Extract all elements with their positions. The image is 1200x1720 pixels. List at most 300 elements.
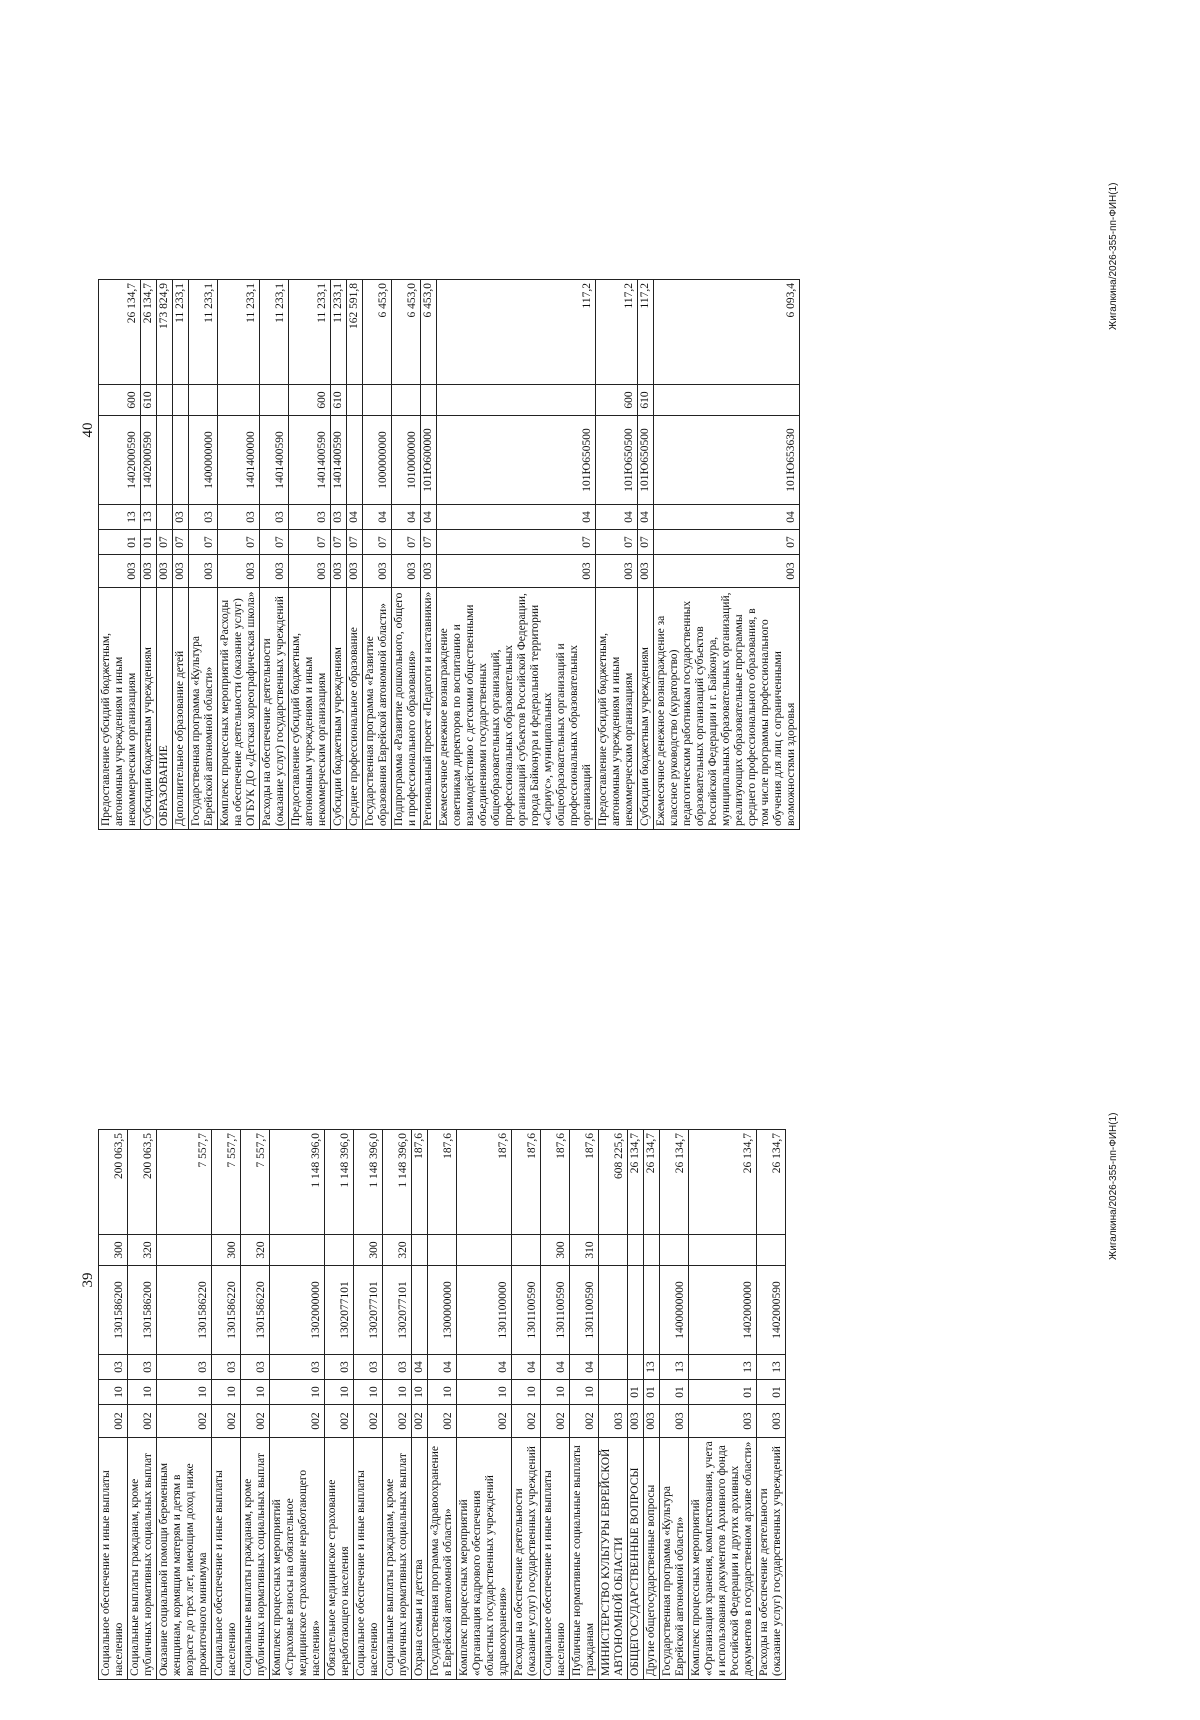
row-amount: 26 134,7 bbox=[141, 280, 157, 385]
row-name: Оказание социальной помощи беременным женщинам, кормящим матерям и детям в возрасте до трех лет, имеющим доход ниже прожиточного минимума bbox=[157, 1438, 212, 1680]
row-subsection: 04 bbox=[392, 505, 421, 530]
row-target-code: 1401400000 bbox=[218, 416, 260, 505]
row-expense-type: 300 bbox=[99, 1235, 128, 1266]
row-amount: 187,6 bbox=[541, 1130, 570, 1235]
table-row bbox=[638, 280, 654, 830]
row-section bbox=[599, 1380, 628, 1405]
row-amount: 11 233,1 bbox=[260, 280, 289, 385]
row-expense-type bbox=[189, 385, 218, 416]
row-section: 01 bbox=[660, 1380, 689, 1405]
row-amount: 187,6 bbox=[570, 1130, 599, 1235]
table-row bbox=[289, 280, 331, 830]
row-target-code: 1401400590 bbox=[331, 416, 347, 505]
table-row bbox=[412, 1130, 428, 1680]
row-section: 10 bbox=[99, 1380, 128, 1405]
row-expense-type: 610 bbox=[141, 385, 157, 416]
row-amount: 6 453,0 bbox=[363, 280, 392, 385]
row-grbs: 002 bbox=[570, 1405, 599, 1438]
row-section: 10 bbox=[157, 1380, 212, 1405]
row-grbs: 003 bbox=[189, 555, 218, 588]
row-target-code: 1300000000 bbox=[428, 1266, 457, 1355]
row-section: 10 bbox=[428, 1380, 457, 1405]
row-name: Социальное обеспечение и иные выплаты населению bbox=[99, 1438, 128, 1680]
row-name: Обязательное медицинское страхование неработающего населения bbox=[325, 1438, 354, 1680]
row-subsection: 03 bbox=[354, 1355, 383, 1380]
row-name: Государственная программа «Здравоохранение в Еврейской автономной области» bbox=[428, 1438, 457, 1680]
row-section: 01 bbox=[689, 1380, 757, 1405]
table-row bbox=[644, 1130, 660, 1680]
row-amount: 187,6 bbox=[457, 1130, 512, 1235]
row-target-code: 1301100590 bbox=[512, 1266, 541, 1355]
table-row bbox=[270, 1130, 325, 1680]
row-target-code: 1301100590 bbox=[541, 1266, 570, 1355]
row-grbs: 003 bbox=[689, 1405, 757, 1438]
row-grbs: 003 bbox=[599, 1405, 628, 1438]
page-number: 39 bbox=[80, 1272, 96, 1288]
row-target-code bbox=[157, 416, 173, 505]
row-section: 07 bbox=[421, 530, 437, 555]
row-section: 10 bbox=[570, 1380, 599, 1405]
row-target-code: 1302077101 bbox=[383, 1266, 412, 1355]
row-amount: 26 134,7 bbox=[644, 1130, 660, 1235]
row-subsection: 03 bbox=[99, 1355, 128, 1380]
row-section: 10 bbox=[270, 1380, 325, 1405]
row-amount: 200 063,5 bbox=[128, 1130, 157, 1235]
row-amount: 187,6 bbox=[512, 1130, 541, 1235]
table-row bbox=[260, 280, 289, 830]
row-subsection: 04 bbox=[570, 1355, 599, 1380]
row-expense-type: 300 bbox=[212, 1235, 241, 1266]
table-row bbox=[660, 1130, 689, 1680]
row-amount: 1 148 396,0 bbox=[383, 1130, 412, 1235]
row-grbs: 002 bbox=[128, 1405, 157, 1438]
table-row bbox=[218, 280, 260, 830]
row-grbs: 002 bbox=[383, 1405, 412, 1438]
row-amount: 11 233,1 bbox=[189, 280, 218, 385]
row-name: Комплекс процессных мероприятий «Страховые взносы на обязательное медицинское страхование неработающего населения» bbox=[270, 1438, 325, 1680]
row-expense-type: 610 bbox=[638, 385, 654, 416]
table-row bbox=[212, 1130, 241, 1680]
row-section: 07 bbox=[654, 530, 800, 555]
row-grbs: 003 bbox=[289, 555, 331, 588]
row-name: Подпрограмма «Развитие дошкольного, общего и профессионального образования» bbox=[392, 588, 421, 830]
row-subsection bbox=[599, 1355, 628, 1380]
row-amount: 7 557,7 bbox=[212, 1130, 241, 1235]
page-footer: Жигалкина/2026-355-пп-ФИН(1) bbox=[1108, 182, 1119, 330]
table-row bbox=[128, 1130, 157, 1680]
row-name: Социальные выплаты гражданам, кроме публичных нормативных социальных выплат bbox=[128, 1438, 157, 1680]
row-section: 07 bbox=[218, 530, 260, 555]
row-grbs: 003 bbox=[654, 555, 800, 588]
budget-table bbox=[98, 279, 800, 830]
row-subsection: 03 bbox=[173, 505, 189, 530]
row-name: Социальное обеспечение и иные выплаты населению bbox=[354, 1438, 383, 1680]
row-amount: 7 557,7 bbox=[157, 1130, 212, 1235]
row-subsection bbox=[157, 505, 173, 530]
row-subsection: 04 bbox=[421, 505, 437, 530]
row-amount: 117,2 bbox=[437, 280, 596, 385]
row-subsection: 03 bbox=[241, 1355, 270, 1380]
row-expense-type bbox=[218, 385, 260, 416]
row-subsection: 03 bbox=[189, 505, 218, 530]
row-expense-type bbox=[512, 1235, 541, 1266]
row-target-code: 1401400590 bbox=[260, 416, 289, 505]
row-expense-type bbox=[157, 385, 173, 416]
row-section: 10 bbox=[354, 1380, 383, 1405]
row-subsection: 03 bbox=[212, 1355, 241, 1380]
row-name: Комплекс процессных мероприятий «Расходы на обеспечение деятельности (оказание услуг) ОГБУК ДО «Детская хореографическая школа» bbox=[218, 588, 260, 830]
row-subsection: 03 bbox=[128, 1355, 157, 1380]
row-name: Комплекс процессных мероприятий «Организация кадрового обеспечения областных государственных учреждений здравоохранения» bbox=[457, 1438, 512, 1680]
row-target-code: 1010000000 bbox=[392, 416, 421, 505]
row-grbs: 003 bbox=[421, 555, 437, 588]
row-section: 10 bbox=[412, 1380, 428, 1405]
row-target-code: 1301586220 bbox=[241, 1266, 270, 1355]
row-target-code: 1400000000 bbox=[189, 416, 218, 505]
page-number: 40 bbox=[80, 422, 96, 438]
row-name: Предоставление субсидий бюджетным, автономным учреждениям и иным некоммерческим организациям bbox=[99, 588, 141, 830]
row-subsection: 03 bbox=[157, 1355, 212, 1380]
row-grbs: 002 bbox=[457, 1405, 512, 1438]
row-amount: 117,2 bbox=[596, 280, 638, 385]
row-name: Расходы на обеспечение деятельности (оказание услуг) государственных учреждений bbox=[757, 1438, 786, 1680]
row-amount: 7 557,7 bbox=[241, 1130, 270, 1235]
row-target-code: 1402000590 bbox=[757, 1266, 786, 1355]
row-grbs: 002 bbox=[212, 1405, 241, 1438]
row-expense-type bbox=[363, 385, 392, 416]
row-target-code: 1000000000 bbox=[363, 416, 392, 505]
row-expense-type bbox=[457, 1235, 512, 1266]
row-grbs: 003 bbox=[173, 555, 189, 588]
row-target-code: 1401400590 bbox=[289, 416, 331, 505]
row-grbs: 002 bbox=[354, 1405, 383, 1438]
table-row bbox=[383, 1130, 412, 1680]
row-section: 01 bbox=[644, 1380, 660, 1405]
table-row bbox=[512, 1130, 541, 1680]
table-row bbox=[437, 280, 596, 830]
table-row bbox=[392, 280, 421, 830]
row-subsection bbox=[628, 1355, 644, 1380]
row-name: Государственная программа «Культура Еврейской автономной области» bbox=[189, 588, 218, 830]
row-grbs: 003 bbox=[347, 555, 363, 588]
row-subsection: 03 bbox=[383, 1355, 412, 1380]
row-name: Социальные выплаты гражданам, кроме публичных нормативных социальных выплат bbox=[241, 1438, 270, 1680]
row-expense-type bbox=[437, 385, 596, 416]
row-subsection: 13 bbox=[660, 1355, 689, 1380]
row-subsection: 13 bbox=[689, 1355, 757, 1380]
row-target-code: 1302077101 bbox=[325, 1266, 354, 1355]
row-section: 10 bbox=[241, 1380, 270, 1405]
table-row bbox=[157, 280, 173, 830]
row-section: 10 bbox=[457, 1380, 512, 1405]
row-expense-type: 300 bbox=[354, 1235, 383, 1266]
row-section: 01 bbox=[99, 530, 141, 555]
row-amount: 26 134,7 bbox=[757, 1130, 786, 1235]
row-target-code: 1402000000 bbox=[689, 1266, 757, 1355]
table-row bbox=[757, 1130, 786, 1680]
row-subsection: 04 bbox=[428, 1355, 457, 1380]
row-grbs: 002 bbox=[270, 1405, 325, 1438]
row-grbs: 002 bbox=[325, 1405, 354, 1438]
row-expense-type: 320 bbox=[241, 1235, 270, 1266]
table-row bbox=[354, 1130, 383, 1680]
row-name: МИНИСТЕРСТВО КУЛЬТУРЫ ЕВРЕЙСКОЙ АВТОНОМНОЙ ОБЛАСТИ bbox=[599, 1438, 628, 1680]
row-target-code: 1301586200 bbox=[99, 1266, 128, 1355]
row-amount: 11 233,1 bbox=[289, 280, 331, 385]
row-grbs: 003 bbox=[437, 555, 596, 588]
row-amount: 1 148 396,0 bbox=[354, 1130, 383, 1235]
row-subsection: 04 bbox=[596, 505, 638, 530]
row-expense-type bbox=[157, 1235, 212, 1266]
row-subsection: 04 bbox=[363, 505, 392, 530]
row-expense-type bbox=[660, 1235, 689, 1266]
row-amount: 162 591,8 bbox=[347, 280, 363, 385]
row-target-code: 1301586220 bbox=[157, 1266, 212, 1355]
table-row bbox=[99, 1130, 128, 1680]
row-grbs: 002 bbox=[412, 1405, 428, 1438]
table-row bbox=[141, 280, 157, 830]
row-name: Предоставление субсидий бюджетным, автономным учреждениям и иным некоммерческим организациям bbox=[596, 588, 638, 830]
row-amount: 200 063,5 bbox=[99, 1130, 128, 1235]
row-amount: 6 453,0 bbox=[392, 280, 421, 385]
row-section: 07 bbox=[157, 530, 173, 555]
table-row bbox=[99, 280, 141, 830]
row-section: 01 bbox=[141, 530, 157, 555]
page-39 bbox=[0, 880, 1200, 1680]
row-subsection: 04 bbox=[412, 1355, 428, 1380]
page-footer: Жигалкина/2026-355-пп-ФИН(1) bbox=[1108, 1112, 1119, 1260]
row-section: 10 bbox=[325, 1380, 354, 1405]
row-grbs: 003 bbox=[260, 555, 289, 588]
row-name: Комплекс процессных мероприятий «Организация хранения, комплектования, учета и использования документов Архивного фонда Российской Федерации и других архивных документов в государственном архиве области» bbox=[689, 1438, 757, 1680]
row-section: 10 bbox=[541, 1380, 570, 1405]
row-grbs: 003 bbox=[99, 555, 141, 588]
row-expense-type bbox=[599, 1235, 628, 1266]
budget-table bbox=[98, 1129, 786, 1680]
row-subsection: 03 bbox=[270, 1355, 325, 1380]
row-amount: 6 453,0 bbox=[421, 280, 437, 385]
row-target-code bbox=[644, 1266, 660, 1355]
row-expense-type bbox=[392, 385, 421, 416]
row-subsection: 04 bbox=[512, 1355, 541, 1380]
row-section: 07 bbox=[392, 530, 421, 555]
row-name: Среднее профессиональное образование bbox=[347, 588, 363, 830]
row-subsection: 13 bbox=[644, 1355, 660, 1380]
row-target-code: 1402000590 bbox=[99, 416, 141, 505]
row-name: Расходы на обеспечение деятельности (оказание услуг) государственных учреждений bbox=[512, 1438, 541, 1680]
row-subsection: 13 bbox=[757, 1355, 786, 1380]
row-expense-type: 320 bbox=[383, 1235, 412, 1266]
table-row bbox=[457, 1130, 512, 1680]
row-expense-type bbox=[412, 1235, 428, 1266]
row-amount: 173 824,9 bbox=[157, 280, 173, 385]
row-amount: 26 134,7 bbox=[99, 280, 141, 385]
row-amount: 608 225,6 bbox=[599, 1130, 628, 1235]
row-name: Публичные нормативные социальные выплаты гражданам bbox=[570, 1438, 599, 1680]
row-subsection: 03 bbox=[289, 505, 331, 530]
row-name: Расходы на обеспечение деятельности (оказание услуг) государственных учреждений bbox=[260, 588, 289, 830]
row-amount: 26 134,7 bbox=[689, 1130, 757, 1235]
row-expense-type: 600 bbox=[289, 385, 331, 416]
row-section: 10 bbox=[128, 1380, 157, 1405]
row-expense-type bbox=[260, 385, 289, 416]
row-grbs: 003 bbox=[363, 555, 392, 588]
page-40 bbox=[0, 30, 1200, 830]
row-subsection: 04 bbox=[654, 505, 800, 530]
row-section: 01 bbox=[628, 1380, 644, 1405]
row-name: ОБЩЕГОСУДАРСТВЕННЫЕ ВОПРОСЫ bbox=[628, 1438, 644, 1680]
row-target-code bbox=[412, 1266, 428, 1355]
row-expense-type bbox=[689, 1235, 757, 1266]
table-row bbox=[654, 280, 800, 830]
row-name: Государственная программа «Культура Еврейской автономной области» bbox=[660, 1438, 689, 1680]
row-subsection: 13 bbox=[99, 505, 141, 530]
row-grbs: 002 bbox=[512, 1405, 541, 1438]
row-section: 01 bbox=[757, 1380, 786, 1405]
row-subsection: 04 bbox=[638, 505, 654, 530]
row-expense-type bbox=[325, 1235, 354, 1266]
row-expense-type: 300 bbox=[541, 1235, 570, 1266]
row-grbs: 003 bbox=[628, 1405, 644, 1438]
row-subsection: 03 bbox=[331, 505, 347, 530]
row-amount: 26 134,7 bbox=[628, 1130, 644, 1235]
row-name: Предоставление субсидий бюджетным, автономным учреждениям и иным некоммерческим организациям bbox=[289, 588, 331, 830]
row-grbs: 003 bbox=[638, 555, 654, 588]
row-grbs: 003 bbox=[596, 555, 638, 588]
row-subsection: 04 bbox=[437, 505, 596, 530]
row-name: Ежемесячное денежное вознаграждение советникам директоров по воспитанию и взаимодействию с детскими общественными объединениями государственных общеобразовательных организаций, профессиональных образовательных организаций субъектов Российской Федерации, города Байконура и федеральной территории «Сириус», муниципальных общеобразовательных организаций и профессиональных образовательных организаций bbox=[437, 588, 596, 830]
row-name: ОБРАЗОВАНИЕ bbox=[157, 588, 173, 830]
row-target-code: 101Ю650500 bbox=[437, 416, 596, 505]
table-row bbox=[628, 1130, 644, 1680]
row-section: 07 bbox=[638, 530, 654, 555]
table-row bbox=[189, 280, 218, 830]
row-amount: 117,2 bbox=[638, 280, 654, 385]
row-target-code: 1301100000 bbox=[457, 1266, 512, 1355]
row-target-code: 101Ю650500 bbox=[638, 416, 654, 505]
row-name: Субсидии бюджетным учреждениям bbox=[141, 588, 157, 830]
row-name: Социальное обеспечение и иные выплаты населению bbox=[212, 1438, 241, 1680]
row-expense-type: 610 bbox=[331, 385, 347, 416]
row-subsection: 03 bbox=[325, 1355, 354, 1380]
table-row bbox=[689, 1130, 757, 1680]
table-row bbox=[428, 1130, 457, 1680]
row-amount: 11 233,1 bbox=[173, 280, 189, 385]
row-target-code: 101Ю650500 bbox=[596, 416, 638, 505]
row-section: 07 bbox=[331, 530, 347, 555]
row-target-code: 1302077101 bbox=[354, 1266, 383, 1355]
row-amount: 11 233,1 bbox=[218, 280, 260, 385]
table-row bbox=[599, 1130, 628, 1680]
row-grbs: 003 bbox=[644, 1405, 660, 1438]
row-amount: 11 233,1 bbox=[331, 280, 347, 385]
row-expense-type: 600 bbox=[596, 385, 638, 416]
row-section: 07 bbox=[437, 530, 596, 555]
row-target-code: 1402000590 bbox=[141, 416, 157, 505]
row-expense-type bbox=[654, 385, 800, 416]
table-row bbox=[173, 280, 189, 830]
row-grbs: 003 bbox=[157, 555, 173, 588]
row-section: 07 bbox=[173, 530, 189, 555]
table-row bbox=[241, 1130, 270, 1680]
row-amount: 26 134,7 bbox=[660, 1130, 689, 1235]
row-amount: 1 148 396,0 bbox=[270, 1130, 325, 1235]
row-target-code bbox=[173, 416, 189, 505]
row-name: Социальные выплаты гражданам, кроме публичных нормативных социальных выплат bbox=[383, 1438, 412, 1680]
table-row bbox=[157, 1130, 212, 1680]
table-row bbox=[570, 1130, 599, 1680]
row-grbs: 003 bbox=[660, 1405, 689, 1438]
row-grbs: 002 bbox=[241, 1405, 270, 1438]
row-amount: 6 093,4 bbox=[654, 280, 800, 385]
row-section: 10 bbox=[383, 1380, 412, 1405]
row-grbs: 003 bbox=[757, 1405, 786, 1438]
row-grbs: 003 bbox=[392, 555, 421, 588]
row-subsection: 03 bbox=[260, 505, 289, 530]
row-target-code: 1302000000 bbox=[270, 1266, 325, 1355]
row-expense-type bbox=[347, 385, 363, 416]
table-row bbox=[325, 1130, 354, 1680]
row-target-code bbox=[347, 416, 363, 505]
row-target-code bbox=[628, 1266, 644, 1355]
row-expense-type bbox=[421, 385, 437, 416]
row-target-code: 1400000000 bbox=[660, 1266, 689, 1355]
row-amount: 187,6 bbox=[412, 1130, 428, 1235]
row-subsection: 04 bbox=[347, 505, 363, 530]
row-target-code: 1301100590 bbox=[570, 1266, 599, 1355]
row-amount: 187,6 bbox=[428, 1130, 457, 1235]
row-section: 07 bbox=[363, 530, 392, 555]
row-grbs: 002 bbox=[541, 1405, 570, 1438]
row-name: Ежемесячное денежное вознаграждение за классное руководство (кураторство) педагогическим работникам государственных образовательных организаций субъектов Российской Федерации и г. Байконура, муниципальных образовательных организаций, реализующих образовательные программы среднего профессионального образования, в том числе программы профессионального обучения для лиц с ограниченными возможностями здоровья bbox=[654, 588, 800, 830]
row-section: 10 bbox=[212, 1380, 241, 1405]
row-subsection: 04 bbox=[457, 1355, 512, 1380]
row-grbs: 003 bbox=[331, 555, 347, 588]
row-name: Дополнительное образование детей bbox=[173, 588, 189, 830]
row-section: 07 bbox=[347, 530, 363, 555]
row-grbs: 002 bbox=[99, 1405, 128, 1438]
row-grbs: 002 bbox=[428, 1405, 457, 1438]
row-grbs: 002 bbox=[157, 1405, 212, 1438]
row-section: 07 bbox=[596, 530, 638, 555]
row-expense-type bbox=[270, 1235, 325, 1266]
row-section: 07 bbox=[260, 530, 289, 555]
row-expense-type bbox=[173, 385, 189, 416]
row-name: Охрана семьи и детства bbox=[412, 1438, 428, 1680]
row-expense-type: 600 bbox=[99, 385, 141, 416]
row-name: Социальное обеспечение и иные выплаты населению bbox=[541, 1438, 570, 1680]
row-section: 07 bbox=[289, 530, 331, 555]
row-expense-type bbox=[757, 1235, 786, 1266]
row-expense-type bbox=[628, 1235, 644, 1266]
row-subsection: 03 bbox=[218, 505, 260, 530]
row-target-code: 101Ю653630 bbox=[654, 416, 800, 505]
table-row bbox=[363, 280, 392, 830]
row-section: 07 bbox=[189, 530, 218, 555]
row-grbs: 003 bbox=[218, 555, 260, 588]
row-expense-type: 320 bbox=[128, 1235, 157, 1266]
row-expense-type: 310 bbox=[570, 1235, 599, 1266]
row-name: Субсидии бюджетным учреждениям bbox=[638, 588, 654, 830]
row-target-code: 1301586200 bbox=[128, 1266, 157, 1355]
row-expense-type bbox=[644, 1235, 660, 1266]
row-expense-type bbox=[428, 1235, 457, 1266]
row-target-code: 1301586220 bbox=[212, 1266, 241, 1355]
row-name: Региональный проект «Педагоги и наставники» bbox=[421, 588, 437, 830]
row-subsection: 13 bbox=[141, 505, 157, 530]
row-target-code: 101Ю600000 bbox=[421, 416, 437, 505]
row-section: 10 bbox=[512, 1380, 541, 1405]
